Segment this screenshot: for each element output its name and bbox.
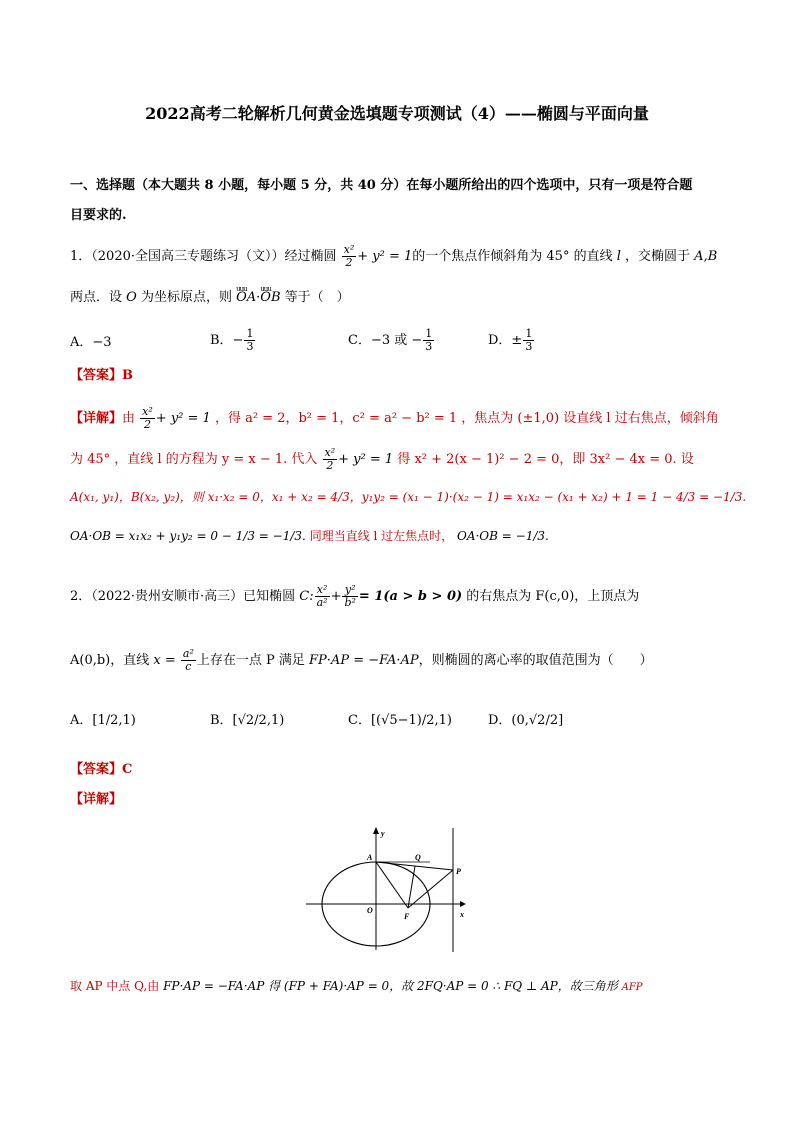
q2-option-b: B．[√2/2,1) (210, 713, 285, 728)
q1-stem-part-b: 的一个焦点作倾斜角为 45° 的直线 (412, 249, 613, 264)
label-f: F (404, 912, 410, 921)
q2-stem-line2-b: 上存在一点 P 满足 (196, 653, 305, 668)
q1-detail-4c: OA·OB = −1/3. (456, 529, 549, 543)
q2-stem-part-a: 2．（2022·贵州安顺市·高三）已知椭圆 (70, 589, 296, 604)
q1-option-d (488, 328, 535, 353)
q1-detail-frac: $\frac{\text{x²}}{2}$ (142, 405, 153, 431)
q1-detail-eq: + y² = 1 (155, 411, 215, 426)
q1-stem-line2 (70, 290, 350, 306)
q2-ellipse-frac-x: $\frac{\text{x²}}{\text{a²}}$ (316, 583, 328, 609)
q1-answer: 【答案】B (70, 368, 133, 383)
q1-option-d-label: D．± (488, 333, 523, 348)
q2-detail-line1 (70, 978, 642, 996)
y-axis-arrow (373, 827, 379, 834)
label-o: O (367, 906, 373, 915)
q1-detail-4b: 同理当直线 l 过左焦点时， (309, 529, 454, 543)
q2-ellipse-frac-y: $\frac{\text{y²}}{\text{b²}}$ (344, 583, 356, 609)
q2-option-a: A．[1/2,1) (70, 713, 136, 728)
q2-stem-line2-d: ，则椭圆的离心率的取值范围为（ ） (418, 653, 653, 668)
q1-stem-line1 (70, 244, 717, 269)
ellipse-diagram (300, 822, 480, 954)
q1-detail-2a: 为 45° ，直线 l 的方程为 y = x − 1. 代入 (70, 452, 318, 467)
label-q: Q (415, 853, 421, 862)
q2-stem-line1: 2．（2022·贵州安顺市·高三）已知椭圆 C: $\frac{\text{x²}}{\text{a²}}$ + $\frac{\text{y²}}{\text{b²}}$ = 1(a > b > 0) 的右焦点为 F(c,0)，上顶点为 (70, 583, 640, 609)
q1-option-a: A．−3 (70, 335, 112, 350)
section-header-line1: 一、选择题（本大题共 8 小题，每小题 5 分，共 40 分）在每小题所给出的四个选项中，只有一项是符合题 (70, 178, 693, 193)
q1-line-l: l (612, 249, 626, 264)
label-x: x (460, 910, 464, 919)
q2-stem-line2-c: FP·AP = −FA·AP (309, 653, 419, 668)
q1-dot-product: uuu OA·uuu OB (236, 290, 280, 305)
q2-detail-1d: AFP (621, 982, 643, 993)
section-header-line2: 目要求的. (70, 208, 127, 223)
q2-directrix: x = (153, 653, 180, 668)
segment-af (376, 862, 408, 908)
q1-detail-label: 【详解】 (70, 411, 123, 426)
x-axis-arrow (460, 901, 466, 907)
q1-option-b (210, 328, 256, 353)
q2-option-d: D．(0,√2/2] (488, 713, 564, 728)
q1-detail-eq2: + y² = 1 (338, 452, 398, 467)
label-p: P (456, 867, 461, 876)
q2-detail-1c: (FP + FA)·AP = 0，故 2FQ·AP = 0 ∴ FQ ⊥ AP，故三角形 (283, 979, 618, 993)
q1-stem-part-a: 1．（2020·全国高三专题练习（文））经过椭圆 (70, 249, 337, 264)
q1-detail-line4 (70, 528, 549, 544)
q1-detail-4a: OA·OB = x₁x₂ + y₁y₂ = 0 − 1/3 = −1/3. (70, 529, 306, 543)
q2-stem-line2-a: A(0,b)，直线 (70, 653, 150, 668)
q1-detail-frac2: $\frac{\text{x²}}{2}$ (324, 446, 336, 472)
q2-directrix-frac: $\frac{\text{a²}}{c}$ (182, 647, 194, 673)
q2-ellipse-c: C: (299, 589, 314, 604)
q2-detail-label: 【详解】 (70, 792, 123, 807)
q1-ellipse-frac: $\frac{\text{x²}}{2}$ (343, 243, 355, 269)
q1-option-b-label: B．− (210, 333, 244, 348)
label-a: A (367, 853, 373, 862)
q2-stem-line2 (70, 648, 653, 673)
q2-stem-part-b: 的右焦点为 F(c,0)，上顶点为 (466, 589, 640, 604)
q2-answer: 【答案】C (70, 762, 133, 777)
label-y: y (381, 829, 385, 838)
q1-stem-line2-a: 两点．设 (70, 290, 123, 305)
q1-option-c-frac: $\frac{1}{3}$ (425, 327, 433, 353)
page-title: 2022高考二轮解析几何黄金选填题专项测试（4）——椭圆与平面向量 (145, 104, 649, 123)
q1-option-b-frac: $\frac{1}{3}$ (246, 327, 254, 353)
q1-stem-line2-b: 为坐标原点，则 (140, 290, 232, 305)
q1-detail-1b: ，得 a² = 2，b² = 1，c² = a² − b² = 1 ，焦点为 (±1,0) 设直线 l 过右焦点，倾斜角 (214, 411, 719, 426)
q1-stem-line2-c: 等于（ ） (284, 290, 350, 305)
q1-detail-2b: 得 x² + 2(x − 1)² − 2 = 0，即 3x² − 4x = 0. 设 (397, 452, 694, 467)
q1-detail-line3: A(x₁, y₁)，B(x₂, y₂)，则 x₁·x₂ = 0，x₁ + x₂ = 4/3，y₁y₂ = (x₁ − 1)·(x₂ − 1) = x₁x₂ − (x₁ + x₂) + 1 = 1 − 4/3 = −1/3. (70, 490, 747, 504)
q2-detail-1b: FP·AP = −FA·AP 得 (163, 979, 281, 993)
q2-option-c: C．[(√5−1)/2,1) (348, 713, 453, 728)
q1-detail-1a: 由 (122, 411, 136, 426)
q1-option-c-label: C．−3 或 − (348, 333, 423, 348)
q1-origin-o: O (122, 290, 141, 305)
q1-detail-line1 (70, 406, 719, 431)
q2-ellipse-cond: = 1(a > b > 0) (358, 589, 463, 604)
q1-option-c (348, 328, 435, 353)
q1-detail-line2 (70, 447, 694, 472)
q1-points-ab: A,B (690, 249, 718, 264)
q1-ellipse-rest: + y² = 1 (357, 249, 413, 264)
q1-stem-part-c: ，交椭圆于 (625, 249, 691, 264)
q1-option-d-frac: $\frac{1}{3}$ (525, 327, 533, 353)
q2-detail-1a: 取 AP 中点 Q,由 (70, 979, 160, 993)
